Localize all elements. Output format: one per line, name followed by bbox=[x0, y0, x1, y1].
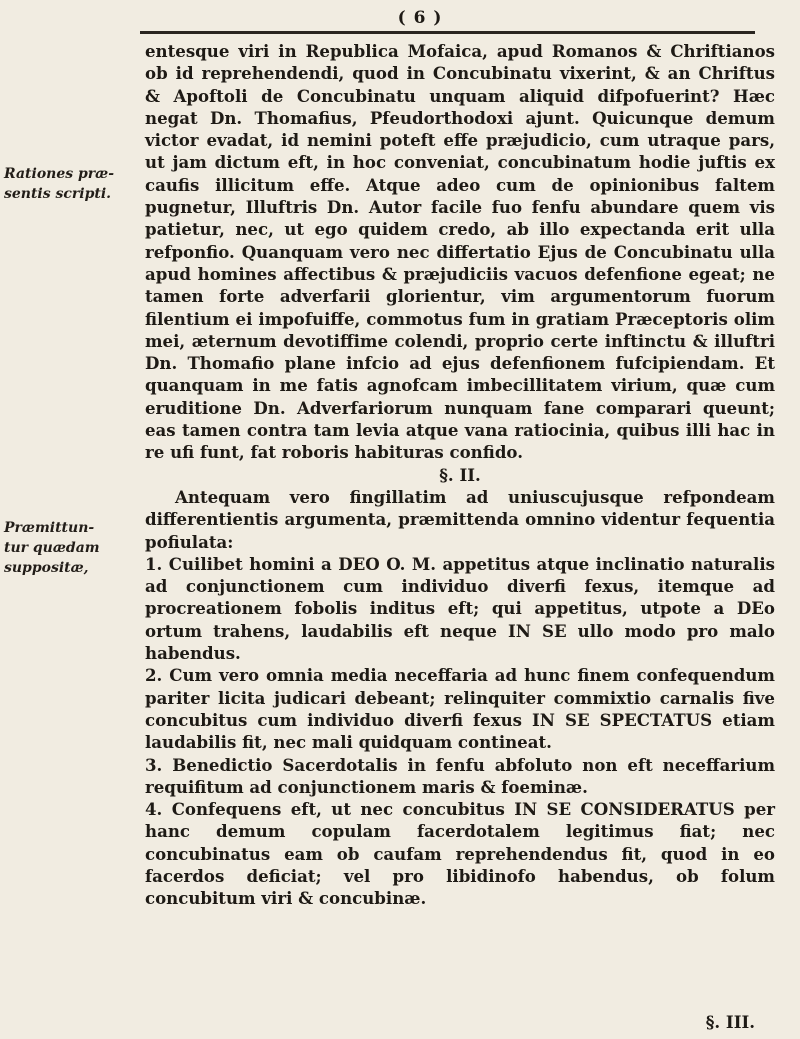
list-item: 2. Cum vero omnia media neceffaria ad hunc finem confequendum pariter licita judicari debeant; relinquiter commixtio carnalis five concubitus cum individuo diverfi fexus IN SE SPECTATUS etiam laudabilis fit, nec mali quidquam contineat. bbox=[145, 665, 775, 753]
paragraph-2: Antequam vero fingillatim ad uniuscujusque refpondeam differentientis argumenta, præmittenda omnino videntur fequentia pofiulata: bbox=[145, 486, 775, 552]
paragraph-1: entesque viri in Republica Mofaica, apud Romanos & Chriftianos ob id reprehendendi, quod in Concubinatu vixerint, & an Chriftus & Apoftoli de Concubinatu unquam aliquid difpofuerint? Hæc negat Dn. Thomafius, Pfeudorthodoxi ajunt. Quicunque demum victor evadat, id nemini poteft effe præjudicio, cum utraque pars, ut jam dictum eft, in hoc conveniat, concubinatum hodie juftis ex caufis illicitum effe. Atque adeo cum de opinionibus faltem pugnetur, Illuftris Dn. Autor facile fuo fenfu abundare quem vis patietur, nec, ut ego quidem credo, ab illo expectanda erit ulla refponfio. Quanquam vero nec differtatio Ejus de Concubinatu ulla apud homines affectibus & præjudiciis vacuos defenfione egeat; ne tamen forte adverfarii glorientur, vim argumentorum fuorum filentium ei impofuiffe, commotus fum in gratiam Præceptoris olim mei, æternum devotiffime colendi, proprio certe inftinctu & illuftri Dn. Thomafio plane infcio ad ejus defenfionem fufcipiendam. Et quanquam in me fatis agnofcam imbecillitatem virium, quæ cum eruditione Dn. Adverfariorum nunquam fane comparari queunt; eas tamen contra tam levia atque vana ratiocinia, quibus illi hac in re ufi funt, fat roboris habituras confido. bbox=[145, 41, 775, 463]
list-item: 1. Cuilibet homini a DEO O. M. appetitus atque inclinatio naturalis ad conjunctionem cum individuo diverfi fexus, itemque ad procreationem fobolis inditus eft; qui appetitus, utpote a DEo ortum trahens, laudabilis eft neque IN SE ullo modo pro malo habendus. bbox=[145, 553, 775, 664]
margin-note-praemittuntur: Præmittun- tur quædam suppositæ, bbox=[4, 520, 100, 576]
margin-note-rationes: Rationes præ- sentis scripti. bbox=[4, 166, 115, 202]
page-number: ( 6 ) bbox=[397, 8, 443, 28]
catchword: §. III. bbox=[705, 1012, 755, 1032]
header-rule bbox=[140, 31, 755, 34]
list-item: 4. Confequens eft, ut nec concubitus IN SE CONSIDERATUS per hanc demum copulam facerdotalem legitimus fiat; nec concubinatus eam ob caufam reprehendendus fit, quod in eo facerdos deficiat; vel pro libidinofo habendus, ob folum concubitum viri & concubinæ. bbox=[145, 799, 775, 909]
main-text bbox=[145, 40, 775, 910]
list-item: 3. Benedictio Sacerdotalis in fenfu abfoluto non eft neceffarium requifitum ad conjunctionem maris & foeminæ. bbox=[145, 754, 775, 797]
section-heading: §. II. bbox=[439, 464, 481, 485]
